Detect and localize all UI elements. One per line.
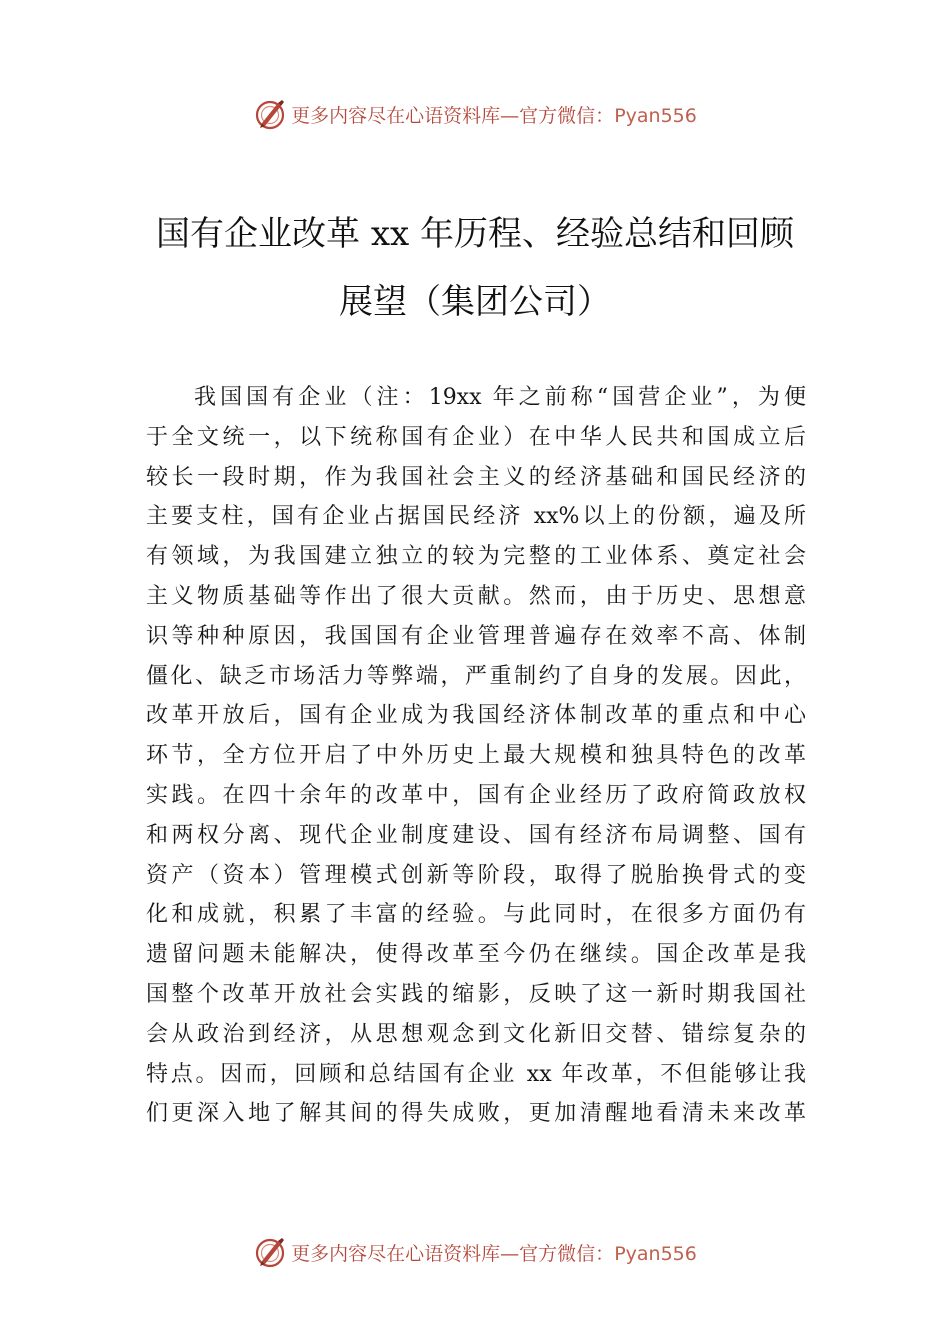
paragraph-line: 环节，全方位开启了中外历史上最大规模和独具特色的改革 — [146, 743, 806, 769]
banner-text — [291, 1239, 697, 1266]
body-paragraph — [146, 378, 806, 1134]
paragraph-line: 和两权分离、现代企业制度建设、国有经济布局调整、国有 — [146, 822, 806, 848]
paragraph-line: 我国国有企业（注：19xx 年之前称“国营企业”，为便 — [194, 385, 806, 410]
paragraph-line: 主义物质基础等作出了很大贡献。然而，由于历史、思想意 — [146, 583, 806, 609]
paragraph-line: 会从政治到经济，从思想观念到文化新旧交替、错综复杂的 — [146, 1021, 806, 1047]
paragraph-line: 们更深入地了解其间的得失成败，更加清醒地看清未来改革 — [146, 1101, 806, 1127]
paragraph-line: 特点。因而，回顾和总结国有企业 xx 年改革，不但能够让我 — [146, 1061, 806, 1087]
footer-banner — [0, 1232, 950, 1272]
banner-main-text: 更多内容尽在心语资料库 — [291, 1242, 501, 1265]
title-line-2: 展望（集团公司） — [339, 282, 611, 322]
paragraph-line: 有领域，为我国建立独立的较为完整的工业体系、奠定社会 — [146, 544, 806, 570]
banner-text — [291, 101, 697, 128]
title-line-1: 国有企业改革 xx 年历程、经验总结和回顾 — [156, 214, 794, 254]
paragraph-line: 实践。在四十余年的改革中，国有企业经历了政府简政放权 — [146, 782, 806, 808]
paragraph-line: 改革开放后，国有企业成为我国经济体制改革的重点和中心 — [146, 703, 806, 729]
banner-main-text: 更多内容尽在心语资料库 — [291, 104, 501, 127]
paragraph-line: 较长一段时期，作为我国社会主义的经济基础和国民经济的 — [146, 464, 806, 490]
banner-wechat-id: Pyan556 — [614, 1242, 697, 1265]
pen-seal-logo-icon — [253, 1235, 287, 1269]
header-banner — [0, 94, 950, 134]
paragraph-line: 于全文统一，以下统称国有企业）在中华人民共和国成立后 — [146, 424, 806, 450]
banner-label-text: 官方微信： — [519, 1242, 615, 1265]
document-title — [0, 200, 950, 336]
banner-wechat-id: Pyan556 — [614, 104, 697, 127]
banner-label-text: 官方微信： — [519, 104, 615, 127]
banner-dash: — — [500, 1242, 520, 1265]
paragraph-line: 国整个改革开放社会实践的缩影，反映了这一新时期我国社 — [146, 981, 806, 1007]
paragraph-line: 资产（资本）管理模式创新等阶段，取得了脱胎换骨式的变 — [146, 862, 806, 888]
paragraph-line: 主要支柱，国有企业占据国民经济 xx%以上的份额，遍及所 — [146, 504, 806, 530]
paragraph-line: 僵化、缺乏市场活力等弊端，严重制约了自身的发展。因此， — [146, 663, 806, 689]
paragraph-line: 化和成就，积累了丰富的经验。与此同时，在很多方面仍有 — [146, 902, 806, 928]
banner-dash: — — [500, 104, 520, 127]
paragraph-line: 遗留问题未能解决，使得改革至今仍在继续。国企改革是我 — [146, 942, 806, 968]
paragraph-line: 识等种种原因，我国国有企业管理普遍存在效率不高、体制 — [146, 623, 806, 649]
pen-seal-logo-icon — [253, 97, 287, 131]
